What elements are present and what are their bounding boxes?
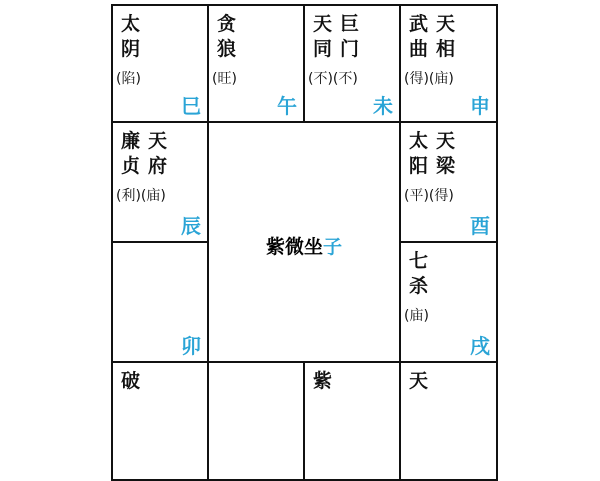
earthly-branch-label: 辰: [181, 214, 201, 238]
star-list: [313, 369, 332, 394]
star-list: [409, 249, 428, 299]
earthly-branch-label: 戌: [470, 334, 490, 358]
star-name: 破: [121, 370, 141, 392]
palace-shen: [399, 4, 498, 123]
palace-hai: [399, 361, 498, 481]
star-name: 七杀: [409, 250, 429, 297]
palace-wu: [207, 4, 305, 123]
star-status: (不)(不): [308, 71, 358, 87]
star-list: [409, 129, 455, 179]
earthly-branch-label: 卯: [181, 334, 201, 358]
palace-xu: [399, 241, 498, 363]
star-list: [121, 129, 167, 179]
star-status: (平)(得): [404, 188, 454, 204]
palace-mao: [111, 241, 209, 363]
center-title: [208, 122, 400, 362]
star-name: 天梁: [436, 130, 456, 177]
star-status: (陷): [116, 71, 141, 87]
star-name: 武曲: [409, 13, 429, 60]
star-list: [217, 12, 236, 62]
star-list: [409, 12, 455, 62]
palace-zi: [303, 361, 401, 481]
star-list: [313, 12, 359, 62]
star-list: [121, 369, 140, 394]
star-name: 太阴: [121, 13, 141, 60]
star-status: (利)(庙): [116, 188, 166, 204]
star-name: 天同: [313, 13, 333, 60]
palace-si: [111, 4, 209, 123]
palace-wei: [303, 4, 401, 123]
star-name: 太阳: [409, 130, 429, 177]
star-status: (旺): [212, 71, 237, 87]
earthly-branch-label: 未: [373, 94, 393, 118]
center-text: 紫微坐: [265, 236, 323, 258]
star-name: 紫: [313, 370, 333, 392]
earthly-branch-label: 巳: [181, 94, 201, 118]
star-name: 巨门: [340, 13, 360, 60]
palace-you: [399, 121, 498, 243]
earthly-branch-label: 申: [470, 94, 490, 118]
star-status: (庙): [404, 308, 429, 324]
star-name: 天府: [148, 130, 168, 177]
palace-yin: [111, 361, 209, 481]
star-list: [121, 12, 140, 62]
star-name: 贪狼: [217, 13, 237, 60]
star-status: (得)(庙): [404, 71, 454, 87]
earthly-branch-label: 午: [277, 94, 297, 118]
palace-chen: [111, 121, 209, 243]
star-name: 天: [409, 370, 429, 392]
star-name: 天相: [436, 13, 456, 60]
earthly-branch-label: 酉: [470, 214, 490, 238]
palace-chou: [207, 361, 305, 481]
star-name: 廉贞: [121, 130, 141, 177]
star-list: [409, 369, 428, 394]
center-branch: 子: [323, 236, 343, 258]
